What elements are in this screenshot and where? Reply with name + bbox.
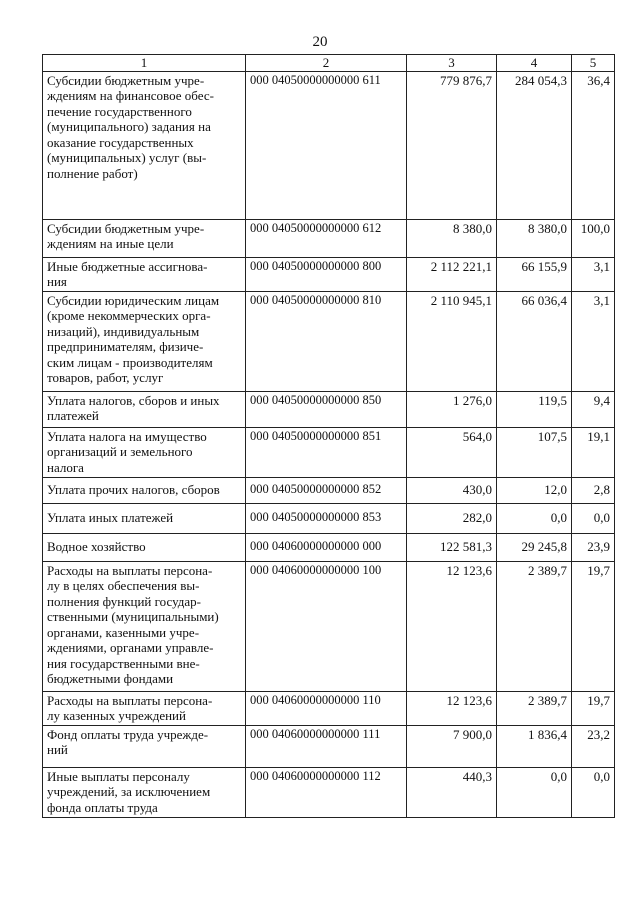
- row-fact-cell: 2 389,7: [497, 561, 572, 691]
- row-plan-cell: 779 876,7: [407, 71, 497, 219]
- row-percent-cell: 19,7: [572, 561, 615, 691]
- row-fact-cell: 8 380,0: [497, 219, 572, 257]
- table-row: [43, 767, 615, 817]
- row-percent-cell: 23,9: [572, 533, 615, 561]
- row-code-cell: 000 04050000000000 611: [246, 71, 407, 219]
- row-name-cell: Уплата иных платежей: [43, 503, 246, 533]
- row-percent-cell: 0,0: [572, 503, 615, 533]
- row-name-cell: Расходы на выплаты персона- лу казенных учреждений: [43, 691, 246, 725]
- row-plan-cell: 2 112 221,1: [407, 257, 497, 291]
- table-row: [43, 219, 615, 257]
- row-code-cell: 000 04050000000000 612: [246, 219, 407, 257]
- row-plan-cell: 7 900,0: [407, 725, 497, 767]
- table-row: [43, 71, 615, 219]
- row-code-cell: 000 04050000000000 852: [246, 477, 407, 503]
- row-percent-cell: 23,2: [572, 725, 615, 767]
- table-row: [43, 533, 615, 561]
- row-code-cell: 000 04060000000000 100: [246, 561, 407, 691]
- row-code-cell: 000 04050000000000 853: [246, 503, 407, 533]
- table-row: [43, 503, 615, 533]
- row-code-cell: 000 04050000000000 810: [246, 291, 407, 391]
- row-percent-cell: 9,4: [572, 391, 615, 427]
- table-row: [43, 725, 615, 767]
- row-fact-cell: 66 036,4: [497, 291, 572, 391]
- table-row: [43, 257, 615, 291]
- row-percent-cell: 0,0: [572, 767, 615, 817]
- row-fact-cell: 119,5: [497, 391, 572, 427]
- table-header-row: [43, 55, 615, 72]
- table-row: [43, 691, 615, 725]
- table-row: [43, 291, 615, 391]
- row-plan-cell: 564,0: [407, 427, 497, 477]
- row-percent-cell: 36,4: [572, 71, 615, 219]
- row-percent-cell: 3,1: [572, 291, 615, 391]
- row-plan-cell: 282,0: [407, 503, 497, 533]
- row-name-cell: Иные выплаты персоналу учреждений, за исключением фонда оплаты труда: [43, 767, 246, 817]
- table-row: [43, 561, 615, 691]
- row-fact-cell: 284 054,3: [497, 71, 572, 219]
- row-fact-cell: 66 155,9: [497, 257, 572, 291]
- row-percent-cell: 3,1: [572, 257, 615, 291]
- row-name-cell: Субсидии юридическим лицам (кроме некоммерческих орга- низаций), индивидуальным предпринимателям, физиче- ским лицам - производителям товаров, работ, услуг: [43, 291, 246, 391]
- row-fact-cell: 0,0: [497, 767, 572, 817]
- row-name-cell: Иные бюджетные ассигнова- ния: [43, 257, 246, 291]
- row-name-cell: Субсидии бюджетным учре- ждениям на финансовое обес- печение государственного (муниципального) задания на оказание государственных (муниципальных) услуг (вы- полнение работ): [43, 71, 246, 219]
- row-percent-cell: 19,7: [572, 691, 615, 725]
- column-header: 5: [572, 55, 615, 72]
- row-plan-cell: 430,0: [407, 477, 497, 503]
- row-percent-cell: 2,8: [572, 477, 615, 503]
- row-fact-cell: 107,5: [497, 427, 572, 477]
- column-header: 3: [407, 55, 497, 72]
- row-code-cell: 000 04060000000000 111: [246, 725, 407, 767]
- table-body: [43, 71, 615, 817]
- row-name-cell: Расходы на выплаты персона- лу в целях обеспечения вы- полнения функций государ- ственными (муниципальными) органами, казенными учре- ждениями, органами управле- ния государственными вне- бюджетными фондами: [43, 561, 246, 691]
- row-code-cell: 000 04060000000000 000: [246, 533, 407, 561]
- row-plan-cell: 8 380,0: [407, 219, 497, 257]
- row-plan-cell: 2 110 945,1: [407, 291, 497, 391]
- row-name-cell: Уплата налогов, сборов и иных платежей: [43, 391, 246, 427]
- row-plan-cell: 1 276,0: [407, 391, 497, 427]
- table-row: [43, 391, 615, 427]
- row-fact-cell: 12,0: [497, 477, 572, 503]
- row-name-cell: Уплата налога на имущество организаций и земельного налога: [43, 427, 246, 477]
- row-code-cell: 000 04060000000000 110: [246, 691, 407, 725]
- row-plan-cell: 12 123,6: [407, 691, 497, 725]
- table-row: [43, 427, 615, 477]
- column-header: 2: [246, 55, 407, 72]
- row-name-cell: Уплата прочих налогов, сборов: [43, 477, 246, 503]
- page-number: 20: [312, 34, 328, 50]
- row-name-cell: Субсидии бюджетным учре- ждениям на иные цели: [43, 219, 246, 257]
- row-fact-cell: 1 836,4: [497, 725, 572, 767]
- row-fact-cell: 2 389,7: [497, 691, 572, 725]
- row-fact-cell: 0,0: [497, 503, 572, 533]
- row-percent-cell: 100,0: [572, 219, 615, 257]
- row-percent-cell: 19,1: [572, 427, 615, 477]
- row-code-cell: 000 04050000000000 851: [246, 427, 407, 477]
- row-code-cell: 000 04060000000000 112: [246, 767, 407, 817]
- row-plan-cell: 440,3: [407, 767, 497, 817]
- column-header: 1: [43, 55, 246, 72]
- row-plan-cell: 122 581,3: [407, 533, 497, 561]
- row-fact-cell: 29 245,8: [497, 533, 572, 561]
- budget-table: [42, 54, 615, 818]
- row-code-cell: 000 04050000000000 800: [246, 257, 407, 291]
- row-name-cell: Фонд оплаты труда учрежде- ний: [43, 725, 246, 767]
- table-row: [43, 477, 615, 503]
- row-name-cell: Водное хозяйство: [43, 533, 246, 561]
- row-plan-cell: 12 123,6: [407, 561, 497, 691]
- column-header: 4: [497, 55, 572, 72]
- row-code-cell: 000 04050000000000 850: [246, 391, 407, 427]
